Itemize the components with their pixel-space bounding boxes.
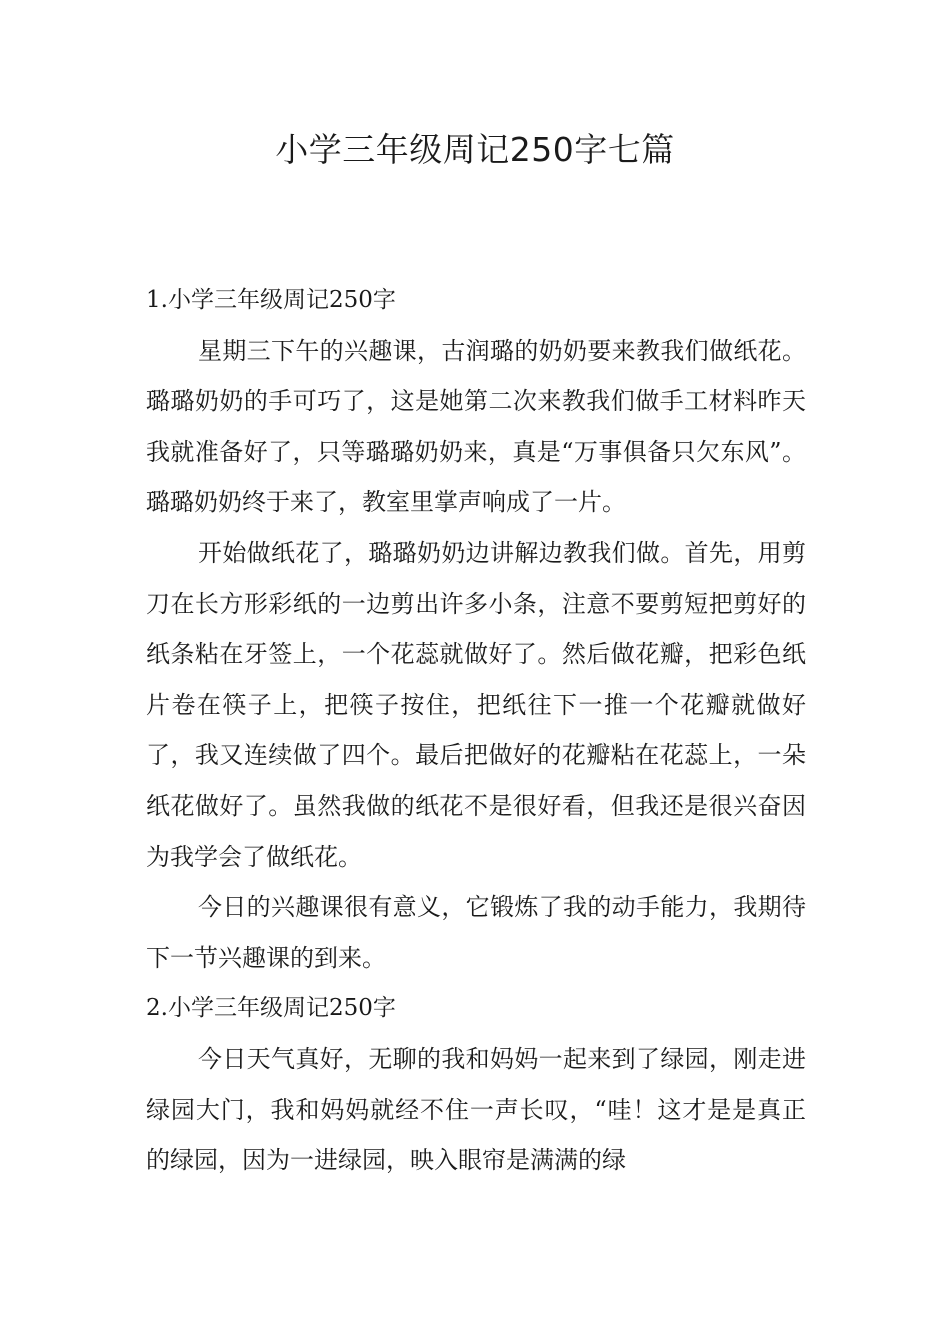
paragraph: 今日天气真好，无聊的我和妈妈一起来到了绿园，刚走进绿园大门，我和妈妈就经不住一声长叹，“哇！这才是是真正的绿园，因为一进绿园，映入眼帘是满满的绿 <box>146 1044 806 1175</box>
section-heading: 2.小学三年级周记250字 <box>146 995 396 1022</box>
document-body <box>146 275 806 1186</box>
paragraph: 开始做纸花了，璐璐奶奶边讲解边教我们做。首先，用剪刀在长方形彩纸的一边剪出许多小条，注意不要剪短把剪好的纸条粘在牙签上，一个花蕊就做好了。然后做花瓣，把彩色纸片卷在筷子上，把筷子按住，把纸往下一推一个花瓣就做好了，我又连续做了四个。最后把做好的花瓣粘在花蕊上，一朵纸花做好了。虽然我做的纸花不是很好看，但我还是很兴奋因为我学会了做纸花。 <box>146 538 806 871</box>
section-2 <box>146 983 806 1185</box>
paragraph: 今日的兴趣课很有意义，它锻炼了我的动手能力，我期待下一节兴趣课的到来。 <box>146 893 806 972</box>
document-title: 小学三年级周记250字七篇 <box>275 130 675 169</box>
section-1 <box>146 275 806 983</box>
paragraph: 星期三下午的兴趣课，古润璐的奶奶要来教我们做纸花。璐璐奶奶的手可巧了，这是她第二次来教我们做手工材料昨天我就准备好了，只等璐璐奶奶来，真是“万事俱备只欠东风”。璐璐奶奶终于来了，教室里掌声响成了一片。 <box>146 336 806 517</box>
section-heading: 1.小学三年级周记250字 <box>146 287 396 313</box>
